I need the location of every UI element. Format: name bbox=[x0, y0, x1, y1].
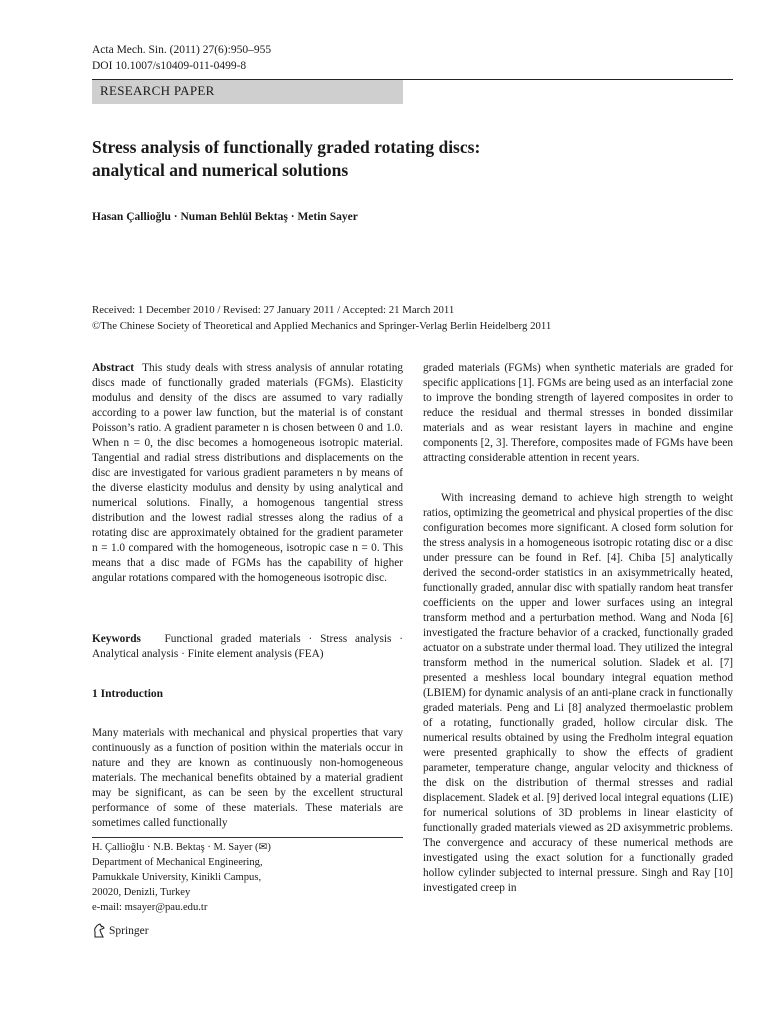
springer-horse-icon bbox=[92, 923, 106, 938]
introduction-right-paragraph-2: With increasing demand to achieve high strength to weight ratios, optimizing the geometrical and physical properties of the disc configuration becomes more significant. A closed form solution for the stress analysis in a homogeneous isotropic rotating disc or a disc under pressure can be found in Ref. [4]. Chiba [5] analytically derived the second-order statistics in an axisymmetrically heated, functionally graded, annular disc with spatially random heat transfer coefficients on the upper and lower surfaces using an integral transform method and a perturbation method. Wang and Noda [6] investigated the fracture behavior of a cracked, functionally graded actuator on a substrate under thermal load. They utilized the integral transform method in the numerical solution. Sladek et al. [7] presented a meshless local boundary integral equation method (LBIEM) for dynamic analysis of an anti-plane crack in functionally graded materials. Peng and Li [8] analyzed thermoelastic problem of a rotating, functionally graded, hollow circular disk. The numerical results obtained by using the Fredholm integral equation were presented graphically to show the effects of gradient parameter, temperature change, angular velocity and thickness of the disk on the distribution of thermal stresses and radial displacement. Sladek et al. [9] derived local integral equations (LIE) for numerical solutions of 3D problems in linear elasticity of functionally graded materials viewed as 2D axisymmetric problems. The convergence and accuracy of these numerical methods are investigated using the exact solution for a functionally graded hollow cylinder subjected to internal pressure. Singh and Ray [10] investigated creep in bbox=[423, 492, 733, 894]
copyright-line: ©The Chinese Society of Theoretical and Applied Mechanics and Springer-Verlag Berlin Heidelberg 2011 bbox=[92, 320, 552, 332]
publisher-name: Springer bbox=[109, 924, 149, 937]
title-line-2: analytical and numerical solutions bbox=[92, 160, 349, 180]
author-affiliation bbox=[92, 840, 271, 915]
introduction-heading: 1 Introduction bbox=[92, 688, 164, 700]
publisher-logo bbox=[92, 923, 149, 938]
title-line-1: Stress analysis of functionally graded rotating discs: bbox=[92, 137, 481, 157]
abstract-label: Abstract bbox=[92, 362, 135, 374]
footnote-rule bbox=[92, 837, 403, 838]
affiliation-email[interactable]: e-mail: msayer@pau.edu.tr bbox=[92, 902, 208, 913]
keywords-label: Keywords bbox=[92, 633, 141, 645]
received-dates: Received: 1 December 2010 / Revised: 27 January 2011 / Accepted: 21 March 2011 bbox=[92, 304, 455, 316]
article-type-banner bbox=[92, 80, 403, 104]
introduction-paragraph-1: Many materials with mechanical and physical properties that vary continuously as a function of position within the materials occur in nature and they are known as continuously non-homogeneous materials. The mechanical benefits obtained by a material gradient may be significant, as can be seen by the excellent structural performance of some of these materials. These materials are sometimes called functionally bbox=[92, 727, 403, 829]
paper-title bbox=[92, 136, 480, 182]
affiliation-dept: Department of Mechanical Engineering, bbox=[92, 857, 263, 868]
keywords-text: Functional graded materials · Stress analysis · Analytical analysis · Finite element analysis (FEA) bbox=[92, 633, 403, 660]
abstract-text: This study deals with stress analysis of annular rotating discs made of functionally graded materials (FGMs). Elasticity modulus and density of the discs are assumed to vary radially according to a power law function, but the material is of constant Poisson’s ratio. A gradient parameter n is chosen between 0 and 1.0. When n = 0, the disc becomes a homogeneous isotropic material. Tangential and radial stress distributions and displacements on the disc are investigated for various gradient parameters n by means of the diverse elasticity modulus and density by using analytical and numerical solutions. Finally, a homogenous tangential stress distribution and the lowest radial stresses along the radius of a rotating disc are approximately obtained for the gradient parameter n = 1.0 compared with the homogeneous, isotropic case n = 0. This means that a disc made of FGMs has the capability of higher angular rotations compared with the homogeneous isotropic disc. bbox=[92, 362, 403, 584]
doi-line[interactable]: DOI 10.1007/s10409-011-0499-8 bbox=[92, 60, 247, 72]
journal-citation bbox=[92, 42, 271, 74]
introduction-right-paragraph-1: graded materials (FGMs) when synthetic materials are graded for specific applications [1]. FGMs are being used as an interfacial zone to improve the bonding strength of layered composites in order to reduce the residual and thermal stresses in bonded dissimilar materials and as wear resistant layers in machine and engine components [2, 3]. Therefore, composites made of FGMs have been attracting considerable attention in recent years. bbox=[423, 362, 733, 464]
affiliation-names: H. Çallioğlu · N.B. Bektaş · M. Sayer (✉) bbox=[92, 842, 271, 853]
keywords bbox=[92, 632, 403, 662]
article-type-label: RESEARCH PAPER bbox=[100, 83, 215, 98]
affiliation-city: 20020, Denizli, Turkey bbox=[92, 887, 191, 898]
author-list: Hasan Çallioğlu · Numan Behlül Bektaş · Metin Sayer bbox=[92, 211, 358, 223]
publication-dates bbox=[92, 302, 551, 334]
abstract bbox=[92, 361, 403, 586]
affiliation-university: Pamukkale University, Kinikli Campus, bbox=[92, 872, 262, 883]
journal-line: Acta Mech. Sin. (2011) 27(6):950–955 bbox=[92, 44, 272, 56]
